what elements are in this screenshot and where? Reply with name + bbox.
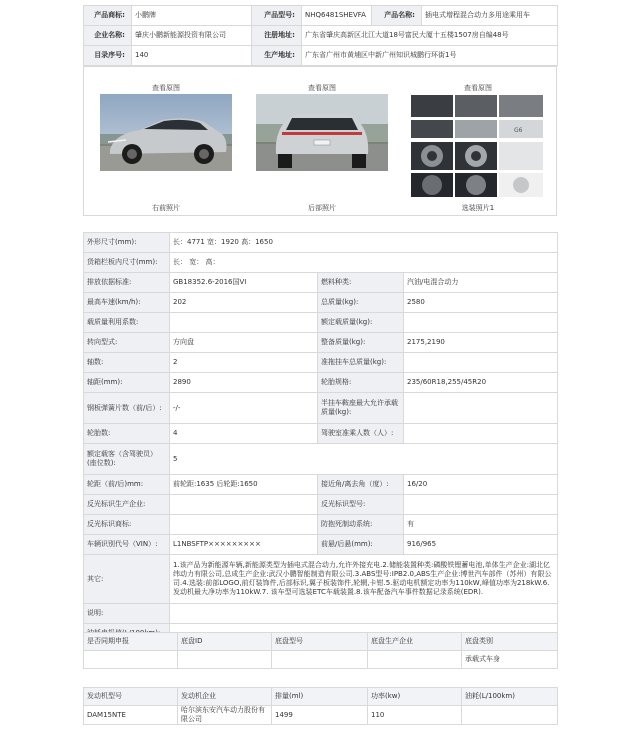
- spec-row: [84, 253, 558, 273]
- brand-label: 产品商标:: [84, 6, 132, 26]
- spec-value: 16/20: [404, 475, 558, 495]
- spec-row: [84, 233, 558, 253]
- spec-value: 235/60R18,255/45R20: [404, 373, 558, 393]
- front-right-photo[interactable]: [100, 94, 232, 171]
- photo-caption: 右前照片: [152, 204, 180, 212]
- spec-label: 前悬/后悬(mm):: [318, 535, 404, 555]
- spec-label: 反光标识商标:: [84, 515, 170, 535]
- spec-label: 反光标识生产企业:: [84, 495, 170, 515]
- spec-value: [404, 313, 558, 333]
- spec-value: 长：4771 宽：1920 高：1650: [170, 233, 558, 253]
- spec-table: [83, 232, 558, 644]
- spec-value: 202: [170, 293, 318, 313]
- spec-label: 额定载质量(kg):: [318, 313, 404, 333]
- photo-front-right-column: [88, 67, 244, 217]
- header-row-1: [84, 6, 558, 26]
- company-value: 肇庆小鹏新能源投资有限公司: [132, 26, 252, 46]
- view-original-link[interactable]: 查看原图: [152, 84, 180, 92]
- spec-label: 轮距（前/后)mm:: [84, 475, 170, 495]
- spec-label: 额定载客（含驾驶员）(座位数):: [84, 444, 170, 475]
- spec-label: 轮胎规格:: [318, 373, 404, 393]
- spec-label: 总质量(kg):: [318, 293, 404, 313]
- spec-value: [404, 424, 558, 444]
- engine-header-cell: 排量(ml): [272, 688, 368, 706]
- catalog-no-value: 140: [132, 46, 252, 66]
- spec-value: 长： 宽： 高：: [170, 253, 558, 273]
- engine-value-cell: DAM15NTE: [84, 706, 178, 725]
- spec-label: 排放依据标准:: [84, 273, 170, 293]
- catalog-no-label: 目录序号:: [84, 46, 132, 66]
- engine-header-cell: 发动机企业: [178, 688, 272, 706]
- view-original-link[interactable]: 查看原图: [308, 84, 336, 92]
- spec-row: [84, 353, 558, 373]
- spec-value: 2890: [170, 373, 318, 393]
- engine-table: [83, 687, 558, 725]
- chassis-value-cell: [84, 651, 178, 669]
- spec-value: [170, 604, 558, 624]
- engine-value-cell: 1499: [272, 706, 368, 725]
- spec-value: GB18352.6-2016国VI: [170, 273, 318, 293]
- model-value: NHQ6481SHEVFA: [302, 6, 372, 26]
- engine-value-cell: 哈尔滨东安汽车动力股份有限公司: [178, 706, 272, 725]
- spec-label: 转向型式:: [84, 333, 170, 353]
- engine-header-cell: 发动机型号: [84, 688, 178, 706]
- spec-row: [84, 475, 558, 495]
- model-label: 产品型号:: [252, 6, 302, 26]
- spec-row: [84, 333, 558, 353]
- reg-address-label: 注册地址:: [252, 26, 302, 46]
- vehicle-header-table: [83, 5, 558, 66]
- spec-value: 前轮距:1635 后轮距:1650: [170, 475, 318, 495]
- spec-value: [404, 393, 558, 424]
- spec-label: 轴距(mm):: [84, 373, 170, 393]
- brand-value: 小鹏牌: [132, 6, 252, 26]
- spec-value: 916/965: [404, 535, 558, 555]
- product-name-label: 产品名称:: [372, 6, 422, 26]
- spec-row: [84, 604, 558, 624]
- spec-table-body: [84, 233, 558, 644]
- chassis-header-cell: 底盘ID: [178, 633, 272, 651]
- chassis-header-cell: 底盘类别: [462, 633, 558, 651]
- engine-value-cell: [462, 706, 558, 725]
- spec-value: 5: [170, 444, 558, 475]
- spec-value: 方向盘: [170, 333, 318, 353]
- rear-photo[interactable]: [256, 94, 388, 171]
- reg-address-value: 广东省肇庆高新区北江大道18号富民大厦十五楼1507房自编48号: [302, 26, 558, 46]
- header-row-3: [84, 46, 558, 66]
- spec-label: 钢板弹簧片数（前/后）:: [84, 393, 170, 424]
- engine-header-cell: 功率(kw): [368, 688, 462, 706]
- spec-label: 货箱栏板内尺寸(mm):: [84, 253, 170, 273]
- spec-label: 车辆识别代号（VIN）:: [84, 535, 170, 555]
- spec-row: [84, 535, 558, 555]
- photo-caption: 选装照片1: [461, 204, 495, 212]
- spec-row: [84, 444, 558, 475]
- engine-value-row: [84, 706, 558, 725]
- spec-label: 接近角/离去角（度）:: [318, 475, 404, 495]
- production-address-value: 广东省广州市黄埔区中新广州知识城鹏行环街1号: [302, 46, 558, 66]
- chassis-table: [83, 632, 558, 669]
- spec-value: [404, 495, 558, 515]
- spec-label: 燃料种类:: [318, 273, 404, 293]
- spec-value: 有: [404, 515, 558, 535]
- spec-row: [84, 495, 558, 515]
- spec-row: [84, 273, 558, 293]
- chassis-value-cell: [368, 651, 462, 669]
- spec-row: [84, 515, 558, 535]
- spec-row: [84, 393, 558, 424]
- spec-label: 外形尺寸(mm):: [84, 233, 170, 253]
- spec-row: [84, 373, 558, 393]
- svg-text:G6: G6: [514, 127, 523, 134]
- chassis-header-cell: 是否同期申报: [84, 633, 178, 651]
- spec-value: -/-: [170, 393, 318, 424]
- spec-label: 驾驶室准乘人数（人）:: [318, 424, 404, 444]
- engine-header-row: [84, 688, 558, 706]
- spec-label: 轴数:: [84, 353, 170, 373]
- chassis-value-cell: [178, 651, 272, 669]
- spec-value: 2175,2190: [404, 333, 558, 353]
- company-label: 企业名称:: [84, 26, 132, 46]
- engine-header-cell: 油耗(L/100km): [462, 688, 558, 706]
- chassis-header-row: [84, 633, 558, 651]
- spec-label: 防抱死制动系统:: [318, 515, 404, 535]
- spec-value: 2580: [404, 293, 558, 313]
- spec-label: 整备质量(kg):: [318, 333, 404, 353]
- production-address-label: 生产地址:: [252, 46, 302, 66]
- photo-rear-column: [244, 67, 400, 217]
- chassis-value-cell: 承载式车身: [462, 651, 558, 669]
- optional-equipment-photo[interactable]: [410, 94, 544, 198]
- engine-value-cell: 110: [368, 706, 462, 725]
- spec-label: 半挂车鞍座最大允许承载质量(kg):: [318, 393, 404, 424]
- spec-value: 2: [170, 353, 318, 373]
- chassis-header-cell: 底盘生产企业: [368, 633, 462, 651]
- spec-label: 说明:: [84, 604, 170, 624]
- spec-label: 最高车速(km/h):: [84, 293, 170, 313]
- spec-value: L1NBSFTP×××××××××: [170, 535, 318, 555]
- spec-label: 准拖挂车总质量(kg):: [318, 353, 404, 373]
- spec-row: [84, 293, 558, 313]
- spec-value: 1.该产品为新能源车辆,新能源类型为插电式混合动力,允许外接充电.2.储能装置种类:磷酸铁锂蓄电池,单体生产企业:湖北亿纬动力有限公司,总成生产企业:武汉小鹏智能制造有限公司.3.ABS型号:IPB2.0,ABS生产企业:博世汽车部件（苏州）有限公司.4.选装:前部LOGO,前灯装饰件,后部标识,翼子板装饰件,轮辋,卡钳.5.驱动电机额定功率为110kW,峰值功率为218kW.6.发动机最大净功率为110kW.7. 该车型可选装ETC车载装置.8.该车配备汽车事件数据记录系统(EDR).: [170, 555, 558, 604]
- spec-value: 4: [170, 424, 318, 444]
- chassis-value-row: [84, 651, 558, 669]
- spec-value: 汽油/电混合动力: [404, 273, 558, 293]
- photo-caption: 后部照片: [308, 204, 336, 212]
- spec-value: [170, 495, 318, 515]
- photos-panel: [83, 66, 557, 216]
- spec-label: 轮胎数:: [84, 424, 170, 444]
- spec-row: [84, 313, 558, 333]
- spec-label: 反光标识型号:: [318, 495, 404, 515]
- chassis-header-cell: 底盘型号: [272, 633, 368, 651]
- photo-optional-column: [400, 67, 556, 217]
- spec-row: [84, 555, 558, 604]
- spec-value: [404, 353, 558, 373]
- chassis-value-cell: [272, 651, 368, 669]
- header-row-2: [84, 26, 558, 46]
- view-original-link[interactable]: 查看原图: [464, 84, 492, 92]
- spec-label: 其它:: [84, 555, 170, 604]
- spec-row: [84, 424, 558, 444]
- spec-label: 载质量利用系数:: [84, 313, 170, 333]
- product-name-value: 插电式增程混合动力多用途乘用车: [422, 6, 558, 26]
- spec-value: [170, 515, 318, 535]
- spec-value: [170, 313, 318, 333]
